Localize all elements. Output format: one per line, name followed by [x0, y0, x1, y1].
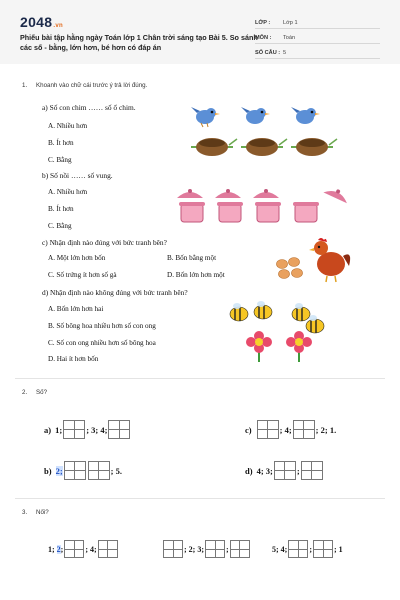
- option-b-A[interactable]: A. Nhiều hơn: [48, 188, 88, 196]
- option-c-B[interactable]: B. Bốn bằng một: [167, 254, 217, 262]
- pot-icon: [293, 202, 319, 222]
- bees-flowers-illustration: [225, 300, 335, 362]
- sequence-c: [245, 420, 336, 439]
- option-d-A[interactable]: A. Bốn lớn hơn hai: [48, 305, 104, 313]
- lid-icon: [215, 189, 241, 198]
- match-a-text-2: 2: [56, 545, 61, 554]
- question-b: b) Số nồi …… số vung.: [42, 171, 113, 180]
- option-c-D[interactable]: D. Bốn lớn hơn một: [167, 271, 225, 279]
- meta-subject-value: Toán: [283, 35, 296, 41]
- question-d: d) Nhận định nào không đúng với bức tranh bên?: [42, 288, 188, 297]
- answer-box[interactable]: [64, 461, 86, 480]
- sequence-b-text-2: ; 5.: [110, 466, 122, 476]
- option-d-C[interactable]: C. Số con ong nhiều hơn số bông hoa: [48, 339, 156, 347]
- bee-icon: [254, 301, 272, 319]
- sequence-d-text-2: ;: [296, 466, 300, 476]
- hen-icon: [309, 238, 350, 282]
- option-a-C[interactable]: C. Bằng: [48, 156, 72, 164]
- meta-class-value: Lớp 1: [283, 20, 298, 26]
- lid-icon: [323, 186, 350, 203]
- section-3-heading: [22, 509, 49, 516]
- question-a: a) Số con chim …… số ổ chim.: [42, 103, 136, 112]
- match-c-text-3: ; 1: [334, 545, 343, 554]
- option-c-A[interactable]: A. Một lớn hơn bốn: [48, 254, 106, 262]
- option-a-B[interactable]: B. Ít hơn: [48, 139, 74, 147]
- meta-count-row: [255, 44, 380, 59]
- sequence-a-label: a): [44, 425, 52, 435]
- match-row-a: [48, 540, 119, 558]
- egg-icon: [277, 260, 288, 269]
- answer-box[interactable]: [98, 540, 118, 558]
- answer-box[interactable]: [205, 540, 225, 558]
- meta-count-value: 5: [283, 50, 287, 56]
- answer-box[interactable]: [230, 540, 250, 558]
- answer-box[interactable]: [257, 420, 279, 439]
- sequence-b-text-1: 2;: [55, 466, 63, 476]
- section-2-heading: [22, 389, 47, 396]
- answer-box[interactable]: [313, 540, 333, 558]
- lid-icon: [253, 189, 279, 198]
- sequence-a-text-2: ; 3; 4;: [86, 425, 108, 435]
- option-b-B[interactable]: B. Ít hơn: [48, 205, 74, 213]
- answer-box[interactable]: [274, 461, 296, 480]
- section-3-number: 3.: [22, 509, 28, 516]
- section-1-heading: [22, 82, 147, 89]
- section-2-number: 2.: [22, 389, 28, 396]
- sequence-a: [44, 420, 131, 439]
- birds-nests-illustration: [185, 103, 345, 165]
- match-row-c: [272, 540, 343, 558]
- worksheet-meta: [255, 14, 380, 59]
- answer-box[interactable]: [288, 540, 308, 558]
- match-a-text-1: 1;: [48, 545, 55, 554]
- answer-box[interactable]: [163, 540, 183, 558]
- meta-class-label: LỚP :: [255, 20, 271, 26]
- pots-lids-illustration: [173, 186, 353, 228]
- section-1-number: 1.: [22, 82, 28, 89]
- option-c-C[interactable]: C. Số trứng ít hơn số gà: [48, 271, 117, 279]
- option-b-C[interactable]: C. Bằng: [48, 222, 72, 230]
- sequence-a-text-1: 1;: [55, 425, 63, 435]
- sequence-d-label: d): [245, 466, 253, 476]
- meta-subject-row: [255, 29, 380, 44]
- sequence-b: [44, 461, 122, 480]
- nest-icon: [241, 138, 287, 156]
- egg-icon: [279, 270, 290, 279]
- option-d-B[interactable]: B. Số bông hoa nhiều hơn số con ong: [48, 322, 156, 330]
- answer-box[interactable]: [301, 461, 323, 480]
- bee-icon: [292, 303, 310, 321]
- lid-icon: [177, 189, 203, 198]
- nest-icon: [291, 138, 337, 156]
- site-logo[interactable]: 2048.vn: [20, 14, 63, 30]
- meta-subject-label: MÔN :: [255, 35, 272, 41]
- worksheet-header: [0, 0, 400, 64]
- sequence-d-text-1: 4; 3;: [256, 466, 273, 476]
- option-d-D[interactable]: D. Hai ít hơn bốn: [48, 355, 99, 363]
- eggs-hen-illustration: [273, 234, 355, 284]
- pot-icon: [179, 202, 205, 222]
- answer-box[interactable]: [64, 540, 84, 558]
- match-b-text-1: ; 2; 3;: [184, 545, 204, 554]
- bird-icon: [291, 107, 320, 124]
- match-c-text-1: 5; 4;: [272, 545, 288, 554]
- sequence-d: [245, 461, 324, 480]
- match-c-text-2: ;: [309, 545, 312, 554]
- answer-box[interactable]: [108, 420, 130, 439]
- question-c: c) Nhận định nào đúng với bức tranh bên?: [42, 238, 167, 247]
- divider: [15, 378, 385, 379]
- flower-icon: [246, 331, 272, 362]
- option-a-A[interactable]: A. Nhiều hơn: [48, 122, 88, 130]
- answer-box[interactable]: [88, 461, 110, 480]
- divider: [15, 498, 385, 499]
- section-3-title: Nối?: [36, 509, 49, 516]
- nest-icon: [191, 138, 237, 156]
- match-a-text-3: ;: [60, 545, 64, 554]
- match-a-text-4: ; 4;: [85, 545, 97, 554]
- pot-icon: [255, 202, 281, 222]
- answer-box[interactable]: [293, 420, 315, 439]
- pot-icon: [217, 202, 243, 222]
- egg-icon: [289, 258, 300, 267]
- sequence-b-label: b): [44, 466, 52, 476]
- egg-icon: [292, 269, 303, 278]
- match-row-b: [162, 540, 251, 558]
- sequence-c-label: c): [245, 425, 252, 435]
- meta-count-label: SỐ CÂU :: [255, 50, 281, 56]
- sequence-c-text-2: ; 2; 1.: [315, 425, 337, 435]
- bird-icon: [241, 107, 270, 124]
- meta-class-row: [255, 14, 380, 29]
- match-b-text-2: ;: [226, 545, 229, 554]
- sequence-c-text-1: ; 4;: [279, 425, 292, 435]
- section-2-title: Số?: [36, 389, 48, 396]
- flower-icon: [286, 331, 312, 362]
- section-1-title: Khoanh vào chữ cái trước ý trả lời đúng.: [36, 82, 148, 89]
- worksheet-title: Phiếu bài tập hằng ngày Toán lớp 1 Chân trời sáng tạo Bài 5. So sánh các số - bằng, lớn hơn, bé hơn có đáp án: [20, 33, 258, 52]
- answer-box[interactable]: [63, 420, 85, 439]
- bird-icon: [191, 107, 220, 127]
- bee-icon: [230, 303, 248, 321]
